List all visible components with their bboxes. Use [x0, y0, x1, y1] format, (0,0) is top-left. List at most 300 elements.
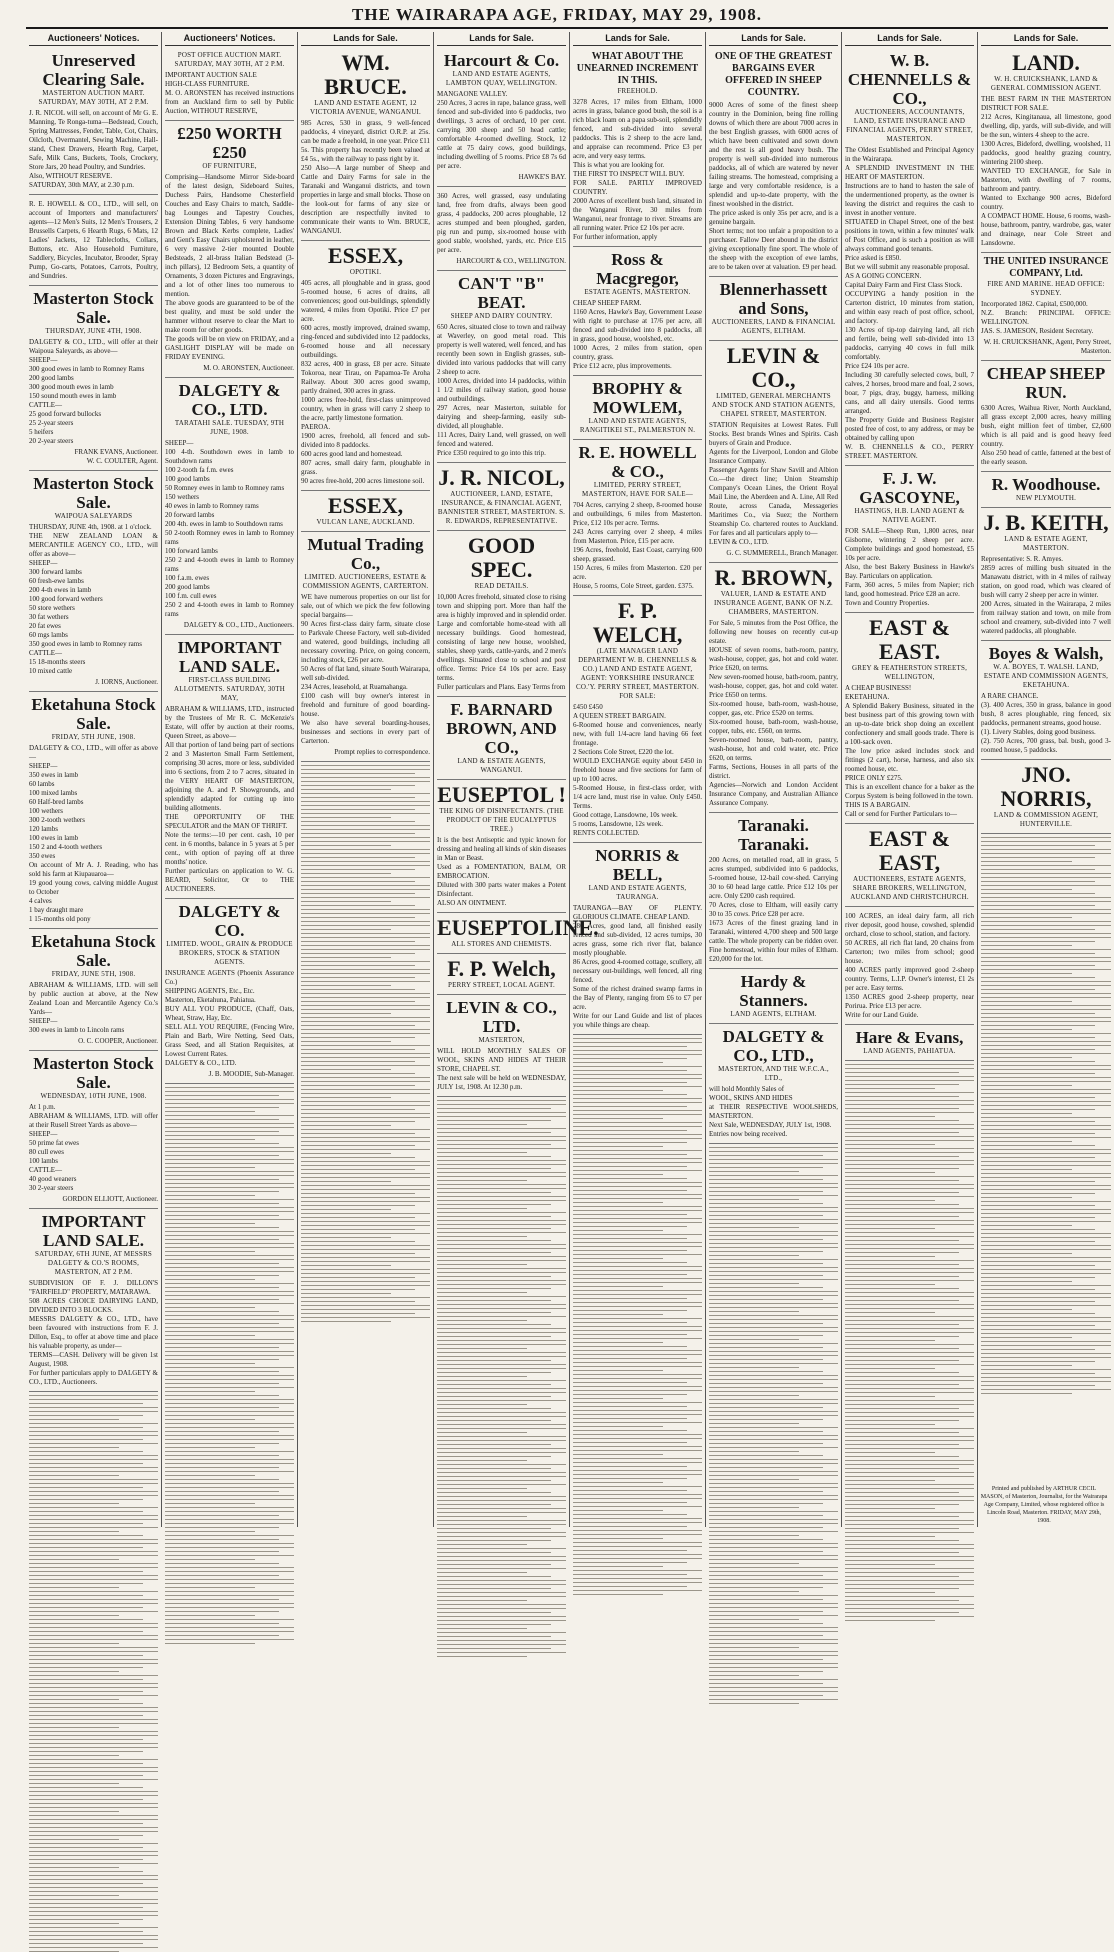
advertisement — [437, 697, 566, 780]
print-line — [845, 1360, 959, 1361]
print-line — [29, 1851, 158, 1852]
print-line — [981, 873, 1111, 874]
ad-title: Ross & Macgregor, — [596, 250, 679, 288]
print-line — [981, 1185, 1111, 1186]
advertisement — [301, 532, 430, 762]
print-line — [981, 1025, 1095, 1026]
print-line — [301, 1029, 430, 1030]
print-line — [573, 1322, 687, 1323]
print-line — [301, 913, 430, 914]
print-line — [573, 1206, 702, 1207]
print-line — [29, 1911, 158, 1912]
ad-body: FOR SALE—Sheep Run, 1,800 acres, near Gisborne, wintering 2 sheep per acre. Complete buildings and good homestead, £5 10s per acre. Also, the best Bakery Business in Hawke's Bay. Particulars on application. Farm, 360 acres, 5 miles from Napier; rich land, good homestead. Price £28 an acre. Town and Country Properties. — [845, 527, 974, 607]
advertisement — [845, 466, 974, 613]
ad-title: Unreserved Clearing Sale. — [42, 51, 145, 89]
print-line — [29, 1447, 119, 1448]
ad-signature: HAWKE'S BAY. — [518, 173, 566, 181]
print-line — [437, 1400, 566, 1401]
print-line — [29, 1539, 158, 1540]
print-line — [981, 1157, 1095, 1158]
print-line — [573, 1478, 687, 1479]
print-line — [709, 1275, 823, 1276]
print-line — [709, 1459, 838, 1460]
advertisement — [573, 596, 702, 843]
print-line — [165, 1107, 279, 1108]
print-line — [709, 1279, 838, 1280]
print-line — [165, 1127, 294, 1128]
print-line — [301, 1209, 391, 1210]
print-line — [165, 1151, 294, 1152]
print-line — [165, 1387, 294, 1388]
print-line — [981, 885, 1111, 886]
print-line — [573, 1098, 702, 1099]
print-line — [437, 1476, 566, 1477]
print-line — [981, 1233, 1111, 1234]
print-line — [845, 1072, 959, 1073]
ad-body: A RARE CHANCE. (3). 400 Acres, 350 in grass, balance in good bush, 8 acres ploughable, ring fenced, six paddocks, permanent streams, good house. (1). Livery Stables, doing good business. (2). 750 Acres, 700 grass, bal. bush, good 3-roomed house, 5 paddocks. — [981, 692, 1111, 754]
print-line — [845, 1236, 974, 1237]
print-line — [29, 1579, 158, 1580]
print-line — [981, 1061, 1095, 1062]
print-line — [573, 1422, 702, 1423]
print-line — [29, 1919, 143, 1920]
print-line — [29, 1555, 158, 1556]
print-line — [301, 801, 430, 802]
print-line — [437, 1332, 566, 1333]
print-line — [573, 1142, 687, 1143]
print-line — [437, 1188, 566, 1189]
print-line — [573, 1194, 702, 1195]
advertisement — [845, 824, 974, 907]
print-line — [437, 1224, 566, 1225]
print-line — [301, 993, 430, 994]
advertisement — [29, 1209, 158, 1392]
print-line — [573, 1102, 702, 1103]
print-line — [981, 1281, 1072, 1282]
print-line — [301, 917, 415, 918]
print-line — [165, 1319, 294, 1320]
print-line — [981, 1225, 1072, 1226]
print-line — [29, 1523, 143, 1524]
print-line — [573, 1406, 687, 1407]
print-line — [301, 885, 430, 886]
ad-subtitle: LAND & ESTATE AGENT, MASTERTON. — [1004, 535, 1088, 552]
print-line — [573, 1466, 687, 1467]
advertisement — [437, 780, 566, 913]
print-line — [845, 1472, 974, 1473]
print-line — [845, 1600, 959, 1601]
column-4 — [434, 32, 599, 1527]
ad-body: 650 Acres, situated close to town and railway at Waverley, on good metal road. This property is well watered, well fenced, and has recently been sown in English grasses, sub-divided into various paddocks that will carry 2 sheep to acre. 1000 Acres, divided into 14 paddocks, within 1 1/2 miles of railway station, good house and outbuildings. 297 Acres, near Masterton, suitable for dairying and sheep-farming, easily sub-divided, all ploughable. 111 Acres, Dairy Land, well grassed, on well fenced and watered. Price £350 required to go into this trip. — [437, 323, 566, 457]
print-line — [437, 1532, 566, 1533]
advertisement — [709, 969, 838, 1024]
ad-title: Hare & Evans, — [855, 1028, 964, 1047]
print-line — [29, 1407, 158, 1408]
print-line — [165, 1443, 279, 1444]
print-line — [301, 1065, 430, 1066]
print-line — [437, 1208, 527, 1209]
print-line — [981, 1045, 1111, 1046]
print-line — [437, 1488, 527, 1489]
print-line — [29, 1659, 158, 1660]
ad-subtitle: FREEHOLD. — [617, 87, 658, 95]
print-line — [573, 1546, 702, 1547]
print-line — [437, 1652, 566, 1653]
print-line — [981, 1069, 1111, 1070]
print-line — [437, 1260, 566, 1261]
print-line — [573, 1458, 702, 1459]
print-line — [573, 1550, 687, 1551]
print-line — [573, 1090, 663, 1091]
advertisement — [709, 48, 838, 277]
print-line — [981, 1389, 1111, 1390]
print-line — [981, 1257, 1111, 1258]
print-line — [301, 1033, 430, 1034]
print-line — [165, 1611, 279, 1612]
advertisement — [29, 471, 158, 692]
print-line — [573, 1242, 702, 1243]
print-line — [437, 1392, 566, 1393]
print-line — [29, 1855, 158, 1856]
print-line — [301, 1301, 415, 1302]
print-line — [437, 1324, 551, 1325]
print-line — [437, 1196, 566, 1197]
print-line — [573, 1234, 702, 1235]
print-line — [437, 1604, 566, 1605]
print-line — [709, 1175, 838, 1176]
print-line — [845, 1312, 935, 1313]
print-line — [437, 1524, 566, 1525]
ad-title: Harcourt & Co. — [443, 51, 560, 70]
print-line — [301, 817, 391, 818]
print-line — [573, 1274, 687, 1275]
print-line — [845, 1456, 959, 1457]
print-line — [165, 1467, 279, 1468]
print-line — [709, 1511, 838, 1512]
print-line — [29, 1567, 158, 1568]
print-line — [981, 917, 1072, 918]
print-line — [165, 1371, 279, 1372]
print-line — [165, 1135, 294, 1136]
column-7 — [842, 32, 978, 1527]
advertisement — [437, 531, 566, 697]
advertisement — [845, 1025, 974, 1061]
print-line — [981, 981, 1111, 982]
print-line — [165, 1391, 255, 1392]
print-line — [301, 981, 430, 982]
print-line — [437, 1144, 551, 1145]
print-line — [165, 1367, 294, 1368]
print-line — [573, 1314, 663, 1315]
print-line — [165, 1275, 279, 1276]
print-line — [845, 1412, 974, 1413]
ad-title: LAND. — [1012, 50, 1080, 75]
print-line — [165, 1551, 279, 1552]
ad-body: CHEAP SHEEP FARM. 1160 Acres, Hawke's Bay, Government Lease with right to purchase at 17/6 per acre, all fenced and sub-divided into 8 paddocks, all in grass, good house, woolshed, etc. 1000 Acres, 2 miles from station, open country, grass. Price £12 acre, plus improvements. — [573, 299, 702, 370]
print-line — [301, 1241, 415, 1242]
print-line — [573, 1482, 663, 1483]
advertisement — [301, 491, 430, 532]
print-line — [709, 1463, 838, 1464]
print-line — [709, 1651, 838, 1652]
print-line — [165, 1211, 294, 1212]
print-line — [29, 1763, 143, 1764]
print-line — [165, 1163, 294, 1164]
ad-title: Boyes & Walsh, — [988, 644, 1104, 663]
print-line — [437, 1472, 566, 1473]
print-line — [165, 1351, 294, 1352]
print-line — [573, 1202, 663, 1203]
print-line — [29, 1719, 158, 1720]
print-line — [29, 1839, 119, 1840]
print-line — [301, 929, 391, 930]
print-line — [709, 1403, 838, 1404]
column-heading: Lands for Sale. — [845, 32, 974, 46]
print-line — [573, 1282, 702, 1283]
print-line — [301, 1053, 430, 1054]
print-line — [301, 769, 430, 770]
print-line — [29, 1455, 158, 1456]
ad-subtitle: VALUER, LAND & ESTATE AND INSURANCE AGENT, BANK OF N.Z. CHAMBERS, MASTERTON. — [713, 590, 834, 616]
advertisement — [165, 121, 294, 378]
print-line — [437, 1364, 566, 1365]
print-line — [981, 925, 1111, 926]
print-line — [301, 997, 430, 998]
column-heading: Lands for Sale. — [301, 32, 430, 46]
advertisement — [845, 907, 974, 1025]
print-line — [301, 1013, 391, 1014]
print-line — [437, 1656, 527, 1657]
print-line — [29, 1671, 119, 1672]
print-line — [845, 1268, 974, 1269]
print-line — [709, 1643, 838, 1644]
ad-body: 985 Acres, 530 in grass, 9 well-fenced paddocks, 4 vineyard, district O.R.P. at 25s. can be made a freehold, in one year. Price £11 5s. This property has recently been valued at £4 5s., with the railway to pass right by it. 250 Also—A large number of Sheep and Cattle and Dairy Farms for sale in the Taranaki and Wanganui districts, and town properties in large and small blocks. Those on the look-out for farms of any size or description are respectfully invited to communicate their wants to Wm. BRUCE, WANGANUI. — [301, 119, 430, 235]
print-line — [709, 1227, 799, 1228]
print-line — [845, 1480, 935, 1481]
print-line — [301, 937, 430, 938]
print-line — [845, 1464, 974, 1465]
print-line — [709, 1535, 799, 1536]
print-line — [981, 1201, 1111, 1202]
print-line — [981, 1005, 1111, 1006]
print-line — [845, 1400, 974, 1401]
print-line — [709, 1375, 838, 1376]
print-line — [709, 1399, 838, 1400]
print-line — [709, 1683, 823, 1684]
print-line — [165, 1215, 279, 1216]
print-line — [981, 1101, 1111, 1102]
print-line — [301, 1077, 430, 1078]
print-line — [437, 1100, 566, 1101]
print-line — [845, 1512, 974, 1513]
print-line — [981, 1077, 1111, 1078]
print-line — [981, 1385, 1095, 1386]
print-line — [845, 1252, 959, 1253]
ad-title: DALGETY & CO., LTD. — [178, 381, 281, 419]
print-line — [29, 1923, 119, 1924]
ad-title: EAST & EAST, — [869, 826, 950, 875]
print-line — [981, 901, 1111, 902]
print-line — [845, 1228, 935, 1229]
print-line — [165, 1119, 279, 1120]
print-line — [301, 1213, 430, 1214]
print-line — [29, 1571, 143, 1572]
print-line — [573, 1514, 687, 1515]
print-line — [29, 1779, 158, 1780]
ad-title: F. BARNARD BROWN, AND CO., — [446, 700, 557, 757]
print-line — [709, 1311, 799, 1312]
print-line — [709, 1255, 799, 1256]
print-line — [709, 1391, 838, 1392]
print-line — [301, 1265, 391, 1266]
print-line — [573, 1050, 702, 1051]
print-line — [709, 1527, 823, 1528]
print-line — [981, 1133, 1095, 1134]
print-line — [573, 1146, 663, 1147]
ad-subtitle: LAND AND ESTATE AGENTS, TAURANGA. — [588, 884, 687, 901]
print-line — [981, 1009, 1111, 1010]
print-line — [981, 1373, 1095, 1374]
print-line — [165, 1159, 294, 1160]
ad-subtitle: FIRE AND MARINE. HEAD OFFICE: SYDNEY. — [987, 280, 1105, 297]
print-line — [573, 1114, 702, 1115]
advertisement — [981, 641, 1111, 760]
print-line — [165, 1547, 294, 1548]
print-line — [573, 1574, 687, 1575]
advertisement — [709, 341, 838, 563]
print-line — [29, 1927, 158, 1928]
ad-subtitle: AUCTIONEER, LAND, ESTATE, INSURANCE, & FINANCIAL AGENT, BANNISTER STREET, MASTERTON. S. R. EDWARDS, REPRESENTATIVE. — [437, 490, 566, 525]
print-line — [165, 1395, 279, 1396]
print-line — [29, 1775, 143, 1776]
print-line — [981, 837, 1111, 838]
advertisement — [981, 760, 1111, 834]
print-line — [573, 1554, 702, 1555]
print-line — [437, 1240, 551, 1241]
ad-title: F. J. W. GASCOYNE, — [859, 469, 960, 507]
print-line — [29, 1427, 143, 1428]
print-line — [437, 1160, 566, 1161]
print-line — [709, 1207, 838, 1208]
print-line — [301, 1177, 430, 1178]
print-line — [981, 929, 1095, 930]
print-line — [165, 1251, 255, 1252]
ad-title: ESSEX, — [327, 243, 404, 268]
advertisement — [981, 508, 1111, 641]
print-line — [301, 969, 430, 970]
print-line — [165, 1439, 294, 1440]
ad-title: Eketahuna Stock Sale. — [31, 695, 156, 733]
ad-title: R. Woodhouse. — [991, 475, 1101, 494]
print-line — [845, 1416, 974, 1417]
print-line — [709, 1471, 838, 1472]
print-line — [301, 773, 415, 774]
print-line — [709, 1179, 823, 1180]
advertisement — [845, 613, 974, 824]
print-line — [29, 1607, 143, 1608]
print-line — [709, 1407, 823, 1408]
print-line — [301, 1125, 391, 1126]
ad-title: W. B. CHENNELLS & CO., — [847, 51, 972, 108]
print-line — [573, 1126, 702, 1127]
print-line — [573, 1330, 702, 1331]
print-line — [29, 1803, 158, 1804]
print-line — [29, 1683, 158, 1684]
print-line — [709, 1623, 823, 1624]
print-line — [165, 1207, 294, 1208]
ad-body: WILL HOLD MONTHLY SALES OF WOOL, SKINS AND HIDES AT THEIR STORE, CHAPEL ST. The next sale will be held on WEDNESDAY, JULY 1st, 1908. At 12.30 p.m. — [437, 1047, 566, 1091]
print-line — [845, 1288, 959, 1289]
print-line — [709, 1451, 799, 1452]
print-line — [437, 1236, 527, 1237]
ad-title: IMPORTANT LAND SALE. — [41, 1212, 146, 1250]
print-line — [709, 1619, 799, 1620]
print-line — [165, 1323, 279, 1324]
print-line — [981, 1245, 1111, 1246]
print-line — [437, 1172, 566, 1173]
ad-signature: J. IORNS, Auctioneer. — [95, 678, 158, 686]
print-line — [29, 1691, 143, 1692]
print-line — [437, 1156, 551, 1157]
print-line — [573, 1374, 702, 1375]
print-line — [165, 1363, 255, 1364]
print-line — [981, 1189, 1111, 1190]
advertisement — [437, 187, 566, 271]
print-line — [845, 1544, 974, 1545]
print-line — [165, 1179, 279, 1180]
print-line — [573, 1178, 687, 1179]
print-line — [301, 1041, 391, 1042]
ad-subtitle: WAIPOUA SALEYARDS — [54, 512, 133, 520]
print-line — [845, 1388, 974, 1389]
print-line — [165, 1535, 294, 1536]
print-line — [165, 1435, 294, 1436]
print-line — [301, 857, 415, 858]
print-line — [437, 1264, 527, 1265]
print-line — [981, 1113, 1072, 1114]
print-line — [437, 1320, 527, 1321]
print-line — [845, 1188, 974, 1189]
print-line — [301, 957, 391, 958]
print-line — [573, 1498, 702, 1499]
print-line — [845, 1180, 959, 1181]
ad-subtitle: FIRST-CLASS BUILDING ALLOTMENTS. SATURDAY, 30TH MAY, — [174, 676, 285, 702]
print-line — [709, 1431, 823, 1432]
column-heading: Auctioneers' Notices. — [165, 32, 294, 46]
print-line — [981, 1081, 1111, 1082]
print-line — [437, 1432, 527, 1433]
print-line — [709, 1195, 838, 1196]
print-line — [437, 1628, 527, 1629]
ad-subtitle: LAND AND ESTATE AGENT, 12 VICTORIA AVENUE, WANGANUI. — [310, 99, 421, 116]
ad-body: IMPORTANT AUCTION SALE HIGH-CLASS FURNITURE. M. O. ARONSTEN has received instructions from an Auckland firm to sell by Public Auction, WITHOUT RESERVE, — [165, 71, 294, 115]
print-line — [165, 1263, 279, 1264]
print-line — [29, 1867, 119, 1868]
print-line — [981, 1049, 1095, 1050]
print-line — [573, 1226, 687, 1227]
print-line — [709, 1159, 838, 1160]
print-line — [437, 1592, 566, 1593]
print-line — [845, 1396, 935, 1397]
ad-title: Taranaki. Taranaki. — [738, 816, 809, 854]
ad-subtitle: LIMITED, GENERAL MERCHANTS AND STOCK AND STATION AGENTS, CHAPEL STREET, MASTERTON. — [711, 392, 836, 418]
print-line — [573, 1174, 663, 1175]
print-line — [29, 1903, 158, 1904]
print-line — [165, 1271, 294, 1272]
print-line — [573, 1402, 702, 1403]
ad-title: LEVIN & CO., — [726, 343, 821, 392]
print-line — [981, 965, 1095, 966]
